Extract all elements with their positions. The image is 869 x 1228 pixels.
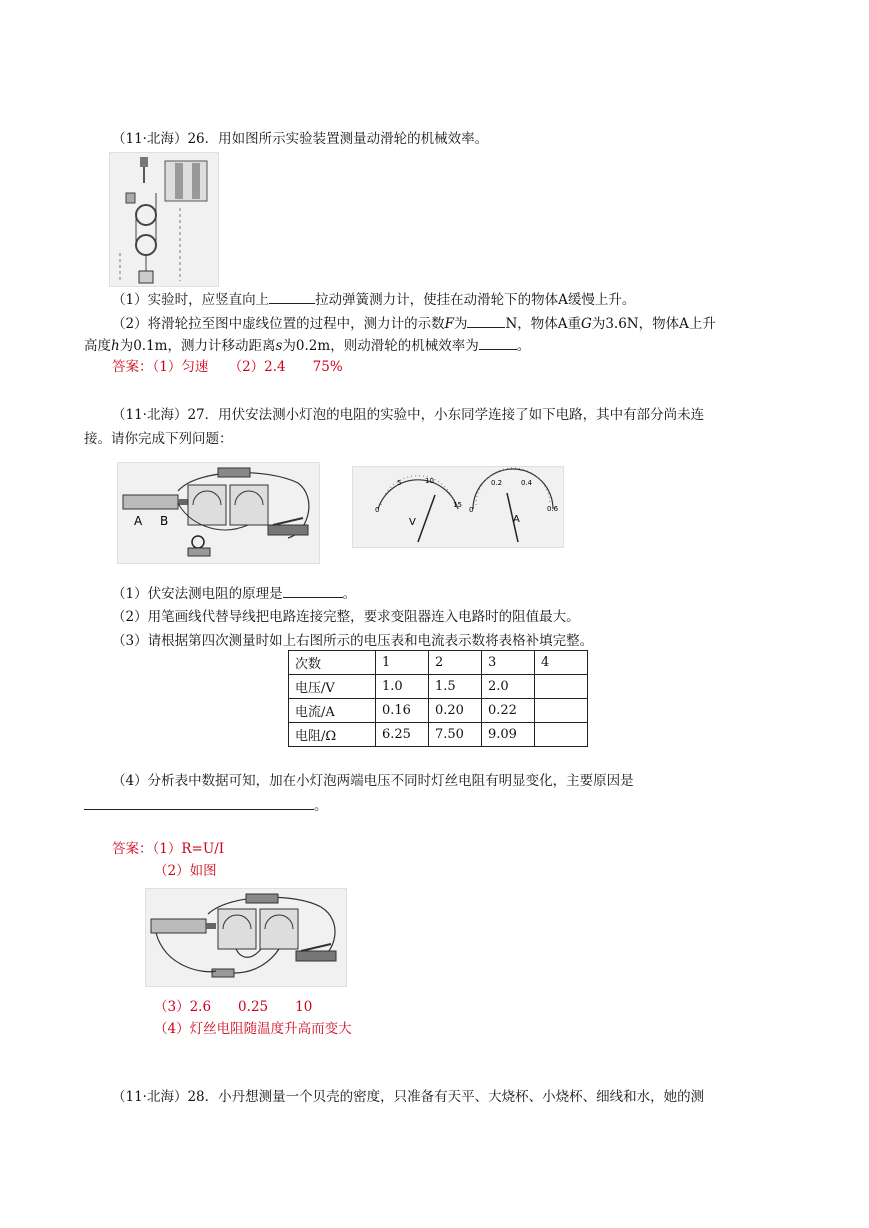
table-cell: 电压/V: [289, 675, 376, 699]
table-cell: 次数: [289, 651, 376, 675]
answer-blank[interactable]: [269, 290, 315, 304]
q26-answer: 答案：（1）匀速 （2）2.4 75%: [112, 359, 343, 375]
meters-diagram: [353, 467, 563, 547]
q27-answer-2: （2）如图: [154, 863, 217, 879]
volt-tick: 5: [397, 479, 402, 487]
amp-tick: 0.2: [491, 479, 503, 487]
q27-answer-4: （4）灯丝电阻随温度升高而变大: [154, 1021, 352, 1037]
table-cell: 1: [376, 651, 429, 675]
pulley-diagram: [110, 153, 218, 286]
table-cell-blank[interactable]: [535, 723, 588, 747]
table-cell: 1.5: [429, 675, 482, 699]
answer-blank[interactable]: [467, 314, 505, 328]
table-header-row: [289, 651, 588, 675]
q27-part2: （2）用笔画线代替导线把电路连接完整，要求变阻器连入电路时的阻值最大。: [112, 609, 580, 625]
table-cell: 3: [482, 651, 535, 675]
q26-part2: （2）将滑轮拉至图中虚线位置的过程中，测力计的示数F为 N，物体A重G为3.6N，物体A上升: [112, 316, 716, 332]
q27-part4: （4）分析表中数据可知，加在小灯泡两端电压不同时灯丝电阻有明显变化，主要原因是: [112, 773, 634, 789]
table-cell: 9.09: [482, 723, 535, 747]
q26-title: （11·北海）26．用如图所示实验装置测量动滑轮的机械效率。: [112, 131, 489, 147]
table-cell-blank[interactable]: [535, 675, 588, 699]
q27-title-line2: 接。请你完成下列问题：: [84, 431, 233, 447]
table-cell: 7.50: [429, 723, 482, 747]
table-cell: 0.20: [429, 699, 482, 723]
measurement-table: [288, 650, 588, 747]
amp-tick: 0.6: [547, 505, 559, 513]
table-cell: 2: [429, 651, 482, 675]
table-cell: 4: [535, 651, 588, 675]
rheostat-terminal-b: B: [160, 514, 169, 528]
answer-blank[interactable]: [84, 796, 314, 810]
volt-tick: 0: [375, 506, 380, 514]
q27-answer-3: （3）2.6 0.25 10: [154, 999, 313, 1015]
q27-part3: （3）请根据第四次测量时如上右图所示的电压表和电流表示数将表格补填完整。: [112, 633, 594, 649]
table-cell: 0.22: [482, 699, 535, 723]
table-cell: 2.0: [482, 675, 535, 699]
table-row: [289, 699, 588, 723]
rheostat-terminal-a: A: [134, 514, 143, 528]
pulley-figure: [109, 152, 219, 287]
volt-tick: 10: [425, 477, 434, 485]
q27-part4-blank-line: 。: [84, 796, 328, 815]
table-cell: 0.16: [376, 699, 429, 723]
answer-circuit-diagram: [146, 889, 346, 986]
table-cell: 电流/A: [289, 699, 376, 723]
answer-blank[interactable]: [283, 584, 343, 598]
answer-circuit-figure: [145, 888, 347, 987]
amp-tick: 0: [469, 506, 474, 514]
volt-tick: 15: [453, 501, 462, 509]
ammeter-label: A: [513, 514, 520, 525]
circuit-diagram: [118, 463, 319, 563]
table-row: [289, 675, 588, 699]
meters-figure: [352, 466, 564, 548]
q27-part1: （1）伏安法测电阻的原理是 。: [112, 586, 357, 602]
q27-title-line1: （11·北海）27．用伏安法测小灯泡的电阻的实验中，小东同学连接了如下电路，其中有部分尚未连: [112, 407, 705, 423]
answer-blank[interactable]: [479, 336, 517, 350]
table-cell-blank[interactable]: [535, 699, 588, 723]
q28-title: （11·北海）28．小丹想测量一个贝壳的密度，只准备有天平、大烧杯、小烧杯、细线和水，她的测: [112, 1089, 705, 1105]
table-cell: 6.25: [376, 723, 429, 747]
amp-tick: 0.4: [521, 479, 533, 487]
circuit-figure: [117, 462, 320, 564]
table-cell: 电阻/Ω: [289, 723, 376, 747]
q26-part1: （1）实验时，应竖直向上 拉动弹簧测力计，使挂在动滑轮下的物体A缓慢上升。: [112, 292, 636, 308]
q27-answer-1: 答案：（1）R=U/I: [112, 841, 225, 857]
table-row: [289, 723, 588, 747]
voltmeter-label: V: [409, 517, 416, 528]
table-cell: 1.0: [376, 675, 429, 699]
q26-part2-cont: 高度h为0.1m，测力计移动距离s为0.2m，则动滑轮的机械效率为 。: [84, 338, 531, 354]
